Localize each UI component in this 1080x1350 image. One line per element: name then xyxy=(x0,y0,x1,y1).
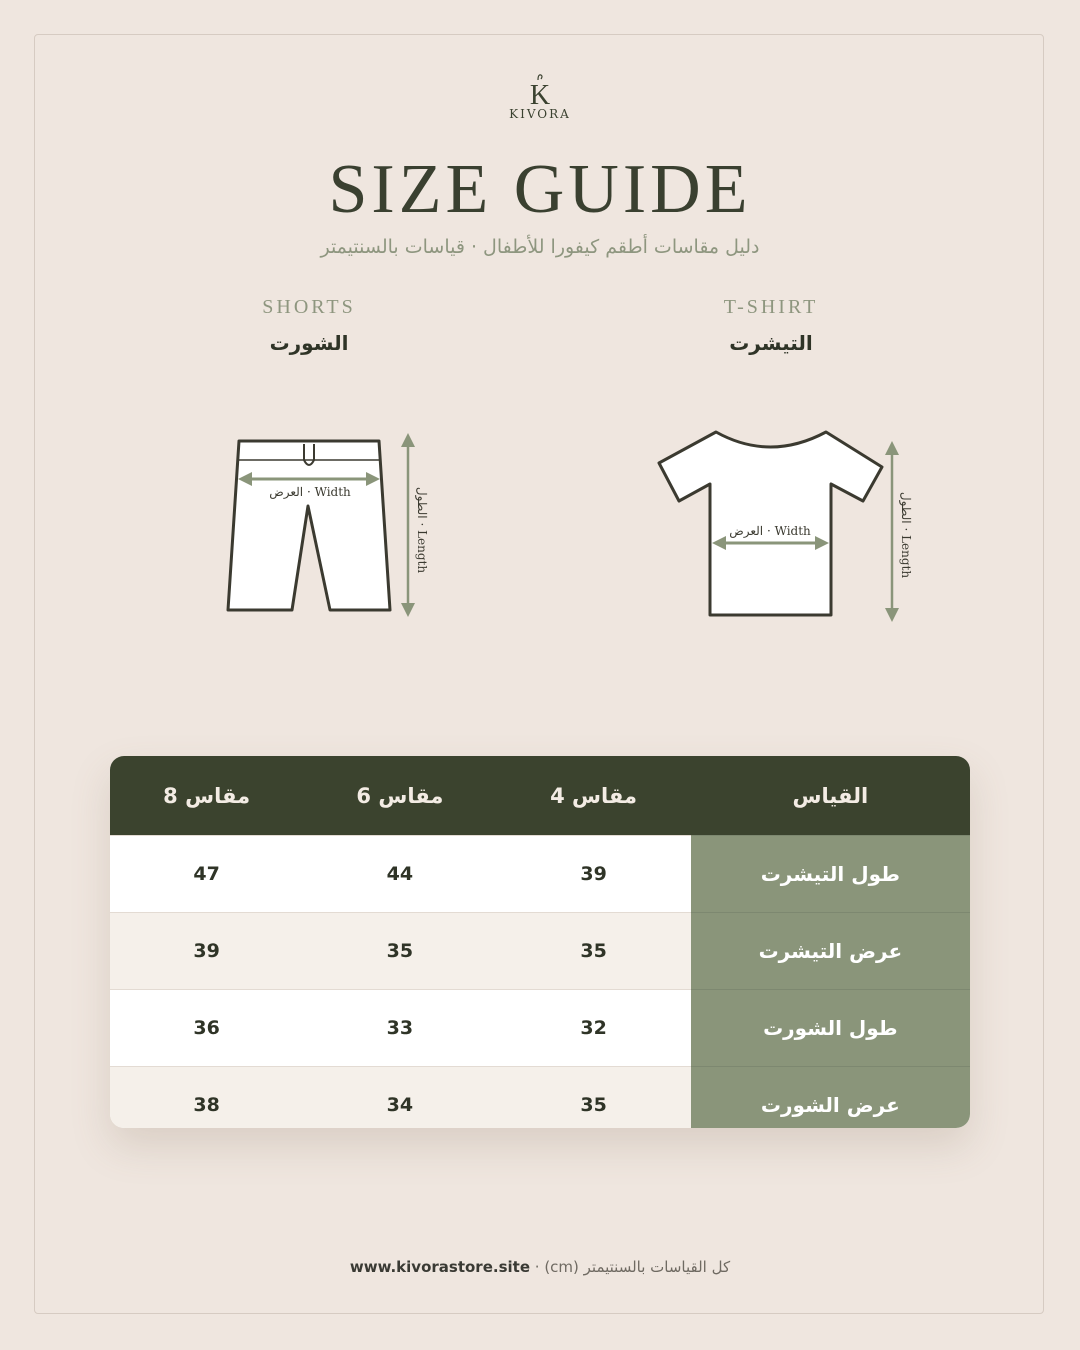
header-size-6: مقاس 6 xyxy=(303,756,496,836)
cell-value: 35 xyxy=(303,913,496,990)
table-row xyxy=(110,836,970,913)
cell-value: 39 xyxy=(110,913,303,990)
brand-name: KIVORA xyxy=(509,107,571,121)
footer-note: كل القياسات بالسنتيمتر (cm) · xyxy=(534,1258,731,1276)
brand-monogram: K xyxy=(529,80,551,106)
cell-value: 38 xyxy=(110,1067,303,1129)
row-label: عرض التيشرت xyxy=(691,913,970,990)
header-measure: القياس xyxy=(691,756,970,836)
cell-value: 33 xyxy=(303,990,496,1067)
cell-value: 32 xyxy=(496,990,690,1067)
cell-value: 47 xyxy=(110,836,303,913)
tshirt-diagram xyxy=(650,420,930,635)
cell-value: 35 xyxy=(496,913,690,990)
shorts-length-label: الطول · Length xyxy=(415,486,429,574)
footer xyxy=(0,1258,1080,1276)
header-size-8: مقاس 8 xyxy=(110,756,303,836)
row-label: طول التيشرت xyxy=(691,836,970,913)
tshirt-width-label: العرض · Width xyxy=(729,524,811,538)
page-subtitle: دليل مقاسات أطقم كيفورا للأطفال · قياسات بالسنتيمتر xyxy=(320,236,760,258)
page-title: SIZE GUIDE xyxy=(328,151,752,228)
cell-value: 35 xyxy=(496,1067,690,1129)
tshirt-label-ar: التيشرت xyxy=(729,331,813,355)
cell-value: 44 xyxy=(303,836,496,913)
tshirt-label-en: T-SHIRT xyxy=(723,296,819,318)
cell-value: 39 xyxy=(496,836,690,913)
header-size-4: مقاس 4 xyxy=(496,756,690,836)
shorts-label-en: SHORTS xyxy=(262,296,356,318)
row-label: عرض الشورت xyxy=(691,1067,970,1129)
hanger-icon xyxy=(520,72,560,106)
tshirt-label xyxy=(621,296,921,355)
table-header-row xyxy=(110,756,970,836)
row-label: طول الشورت xyxy=(691,990,970,1067)
table-row xyxy=(110,1067,970,1129)
table-row xyxy=(110,990,970,1067)
shorts-label xyxy=(159,296,459,355)
brand-logo xyxy=(0,72,1080,121)
tshirt-length-label: الطول · Length xyxy=(899,491,913,579)
shorts-width-label: العرض · Width xyxy=(269,485,351,499)
footer-site-link[interactable]: www.kivorastore.site xyxy=(349,1258,530,1276)
table-row xyxy=(110,913,970,990)
cell-value: 34 xyxy=(303,1067,496,1129)
shorts-diagram xyxy=(200,420,440,630)
shorts-label-ar: الشورت xyxy=(269,331,349,355)
size-table xyxy=(110,756,970,1128)
cell-value: 36 xyxy=(110,990,303,1067)
